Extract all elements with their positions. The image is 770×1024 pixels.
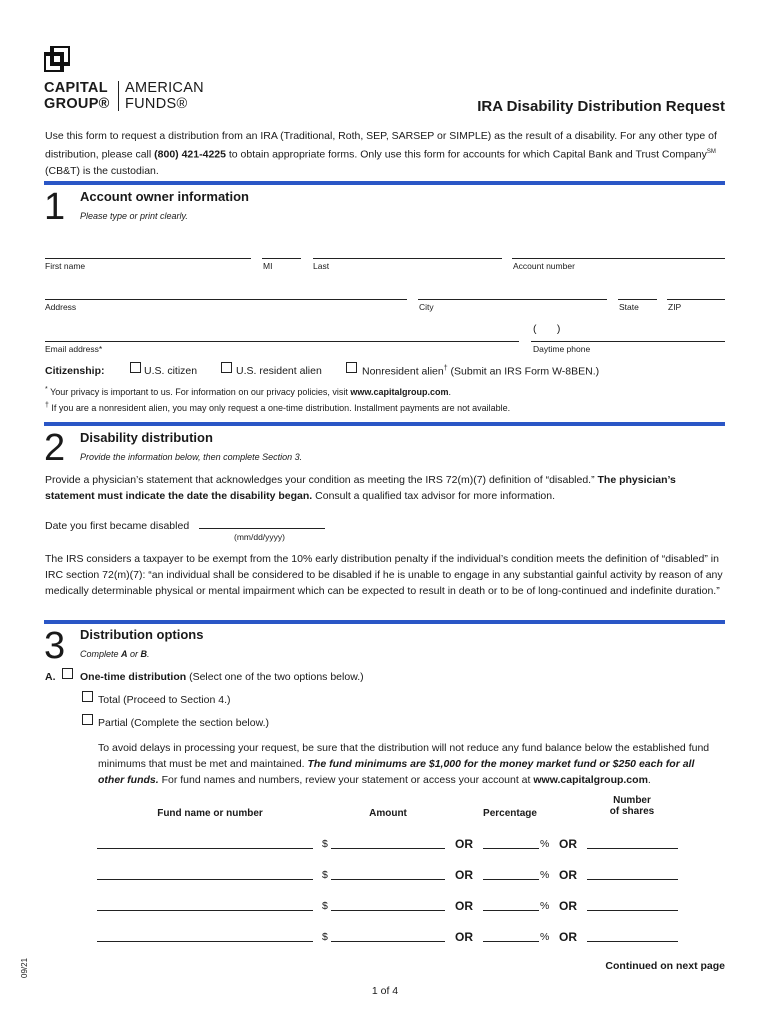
fund-name-field[interactable] xyxy=(97,879,313,880)
shares-field[interactable] xyxy=(587,879,678,880)
footnote-privacy: * Your privacy is important to us. For information on our privacy policies, visit www.capitalgroup.com. xyxy=(45,386,452,397)
nonresident-alien-checkbox[interactable] xyxy=(346,362,357,373)
form-date-code: 09/21 xyxy=(20,957,29,978)
brand-american-funds: AMERICAN FUNDS® xyxy=(125,80,204,112)
irs-definition-paragraph: The IRS considers a taxpayer to be exempt from the 10% early distribution penalty if the individual’s condition meets the definition of “disabled” in IRC section 72(m)(7): “an individual shall be considered to be disabled if he is unable to engage in any substantial gainful activity by reason of any medically determinable physical or mental impairment which can be expected to result in death or to be of long-continued and indefinite duration.” xyxy=(45,553,723,597)
email-field[interactable] xyxy=(45,341,519,342)
shares-field[interactable] xyxy=(587,848,678,849)
or-separator: OR xyxy=(559,899,577,913)
address-label: Address xyxy=(45,302,77,312)
disability-date-label: Date you first became disabled xyxy=(45,520,190,532)
one-time-distribution-checkbox[interactable] xyxy=(62,668,73,679)
fund-minimums-note: To avoid delays in processing your request, be sure that the distribution will not reduce any fund balance below the established fund minimums that must be met and maintained. The fund minimums are $1,000 for the money market fund or $250 each for all other funds. For fund names and numbers, review your statement or access your account at www.capitalgroup.com. xyxy=(98,742,710,786)
email-label: Email address* xyxy=(45,344,103,354)
amount-field[interactable] xyxy=(331,910,445,911)
phone-area-code: ( ) xyxy=(533,323,561,335)
or-separator: OR xyxy=(455,837,473,851)
percentage-field[interactable] xyxy=(483,910,539,911)
or-separator: OR xyxy=(559,868,577,882)
col-amount-header: Amount xyxy=(369,808,407,819)
percent-sign: % xyxy=(540,900,550,912)
section-1-subtitle: Please type or print clearly. xyxy=(80,211,188,221)
section-3-rule xyxy=(44,620,725,624)
option-a-letter: A. xyxy=(45,671,56,683)
or-separator: OR xyxy=(455,899,473,913)
percent-sign: % xyxy=(540,931,550,943)
percent-sign: % xyxy=(540,838,550,850)
amount-field[interactable] xyxy=(331,879,445,880)
disability-date-field[interactable] xyxy=(199,528,325,529)
city-label: City xyxy=(419,302,434,312)
first-name-field[interactable] xyxy=(45,258,251,259)
or-separator: OR xyxy=(559,930,577,944)
first-name-label: First name xyxy=(45,261,86,271)
percentage-field[interactable] xyxy=(483,848,539,849)
mi-label: MI xyxy=(263,261,273,271)
footnote-nonresident: † If you are a nonresident alien, you may only request a one-time distribution. Installment payments are not available. xyxy=(45,402,511,413)
last-name-label: Last xyxy=(313,261,330,271)
address-field[interactable] xyxy=(45,299,407,300)
resident-alien-label: U.S. resident alien xyxy=(236,365,322,377)
intro-paragraph: Use this form to request a distribution from an IRA (Traditional, Roth, SEP, SARSEP or SIMPLE) as the result of a disability. For any other type of distribution, please call (800) 421-4225 to obtain appropriate forms. Only use this form for accounts for which Capital Bank and Trust Company℠ (CB&T) is the custodian. xyxy=(45,130,717,177)
total-checkbox[interactable] xyxy=(82,691,93,702)
shares-field[interactable] xyxy=(587,910,678,911)
section-3-subtitle: Complete A or B. xyxy=(80,649,150,659)
us-citizen-label: U.S. citizen xyxy=(144,365,198,377)
brand-divider xyxy=(118,81,119,111)
account-number-label: Account number xyxy=(513,261,575,271)
fund-name-field[interactable] xyxy=(97,848,313,849)
section-1-rule xyxy=(44,181,725,185)
zip-label: ZIP xyxy=(668,302,682,312)
brand-logo-icon xyxy=(44,46,70,72)
resident-alien-checkbox[interactable] xyxy=(221,362,232,373)
state-field[interactable] xyxy=(618,299,657,300)
amount-dollar-sign: $ xyxy=(322,869,328,881)
partial-label: Partial (Complete the section below.) xyxy=(98,717,269,729)
mi-field[interactable] xyxy=(262,258,301,259)
col-shares-header: Number of shares xyxy=(609,795,655,817)
zip-field[interactable] xyxy=(667,299,725,300)
disability-date-hint: (mm/dd/yyyy) xyxy=(234,532,285,542)
account-number-field[interactable] xyxy=(512,258,725,259)
last-name-field[interactable] xyxy=(313,258,502,259)
or-separator: OR xyxy=(455,930,473,944)
col-fund-header: Fund name or number xyxy=(157,808,263,819)
amount-dollar-sign: $ xyxy=(322,931,328,943)
or-separator: OR xyxy=(559,837,577,851)
one-time-distribution-label: One-time distribution (Select one of the two options below.) xyxy=(80,671,364,683)
total-label: Total (Proceed to Section 4.) xyxy=(98,694,231,706)
citizenship-label: Citizenship: xyxy=(45,365,105,377)
brand-capital-group: CAPITAL GROUP® xyxy=(44,80,110,112)
partial-checkbox[interactable] xyxy=(82,714,93,725)
amount-dollar-sign: $ xyxy=(322,838,328,850)
us-citizen-checkbox[interactable] xyxy=(130,362,141,373)
daytime-phone-label: Daytime phone xyxy=(533,344,591,354)
section-2-title: Disability distribution xyxy=(80,430,213,445)
page-number: 1 of 4 xyxy=(371,985,399,997)
col-percentage-header: Percentage xyxy=(483,808,537,819)
amount-field[interactable] xyxy=(331,848,445,849)
section-2-subtitle: Provide the information below, then complete Section 3. xyxy=(80,452,303,462)
percentage-field[interactable] xyxy=(483,941,539,942)
section-2-rule xyxy=(44,422,725,426)
section-1-title: Account owner information xyxy=(80,189,249,204)
or-separator: OR xyxy=(455,868,473,882)
section-2-number: 2 xyxy=(44,427,66,469)
continued-note: Continued on next page xyxy=(605,960,725,972)
daytime-phone-field[interactable] xyxy=(531,341,725,342)
percentage-field[interactable] xyxy=(483,879,539,880)
fund-name-field[interactable] xyxy=(97,910,313,911)
amount-field[interactable] xyxy=(331,941,445,942)
section-3-number: 3 xyxy=(44,625,66,667)
city-field[interactable] xyxy=(418,299,607,300)
physician-statement-paragraph: Provide a physician’s statement that acknowledges your condition as meeting the IRS 72(m)(7) definition of “disabled.” The physician’s statement must indicate the date the disability began. Consult a qualified tax advisor for more information. xyxy=(45,474,676,502)
shares-field[interactable] xyxy=(587,941,678,942)
nonresident-alien-label: Nonresident alien† (Submit an IRS Form W-8BEN.) xyxy=(362,365,600,378)
fund-name-field[interactable] xyxy=(97,941,313,942)
amount-dollar-sign: $ xyxy=(322,900,328,912)
section-3-title: Distribution options xyxy=(80,627,204,642)
document-title: IRA Disability Distribution Request xyxy=(477,98,725,115)
section-1-number: 1 xyxy=(44,186,66,228)
percent-sign: % xyxy=(540,869,550,881)
state-label: State xyxy=(619,302,639,312)
